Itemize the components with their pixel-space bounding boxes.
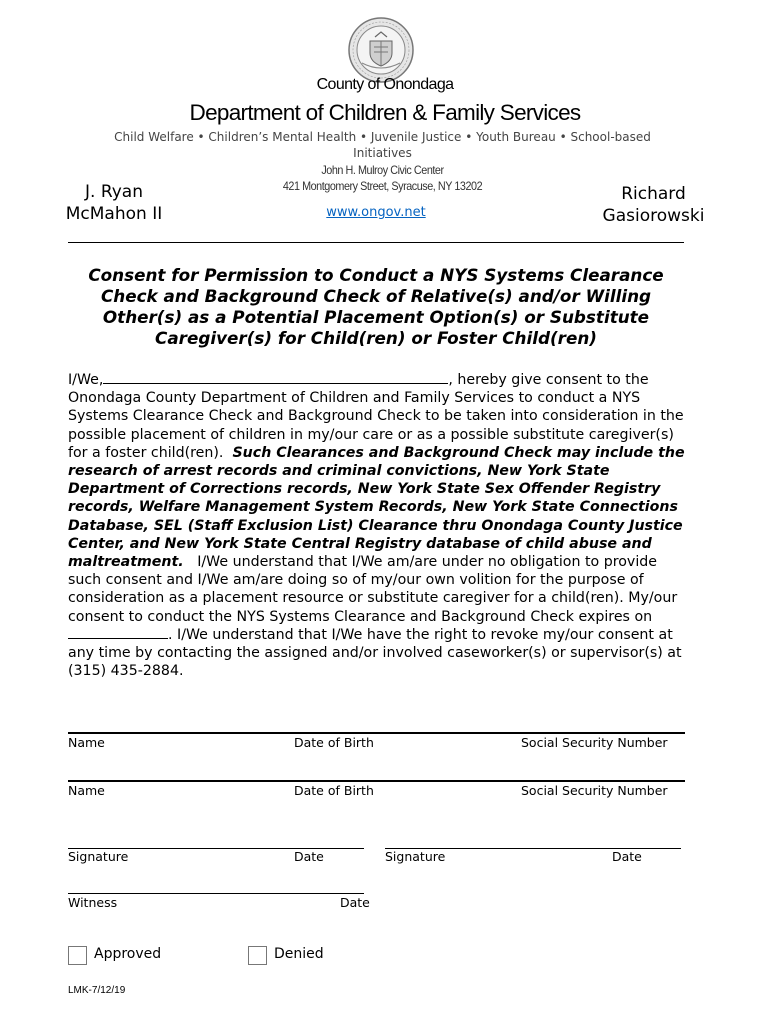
para-3: . I/We understand that I/We have the right to revoke my/our consent at any time by contacting the assigned and/or involved caseworker(s) or supervisor(s) at (315) 435-2884. (68, 626, 682, 680)
name-line-1[interactable] (68, 732, 685, 734)
name-label-1: Name (68, 735, 105, 750)
dob-label-2: Date of Birth (294, 783, 374, 798)
header-divider (68, 242, 684, 243)
website (240, 205, 512, 220)
name-line-2[interactable] (68, 780, 685, 782)
witness-line[interactable] (68, 893, 364, 894)
commissioner-name: Richard Gasiorowski (602, 184, 705, 226)
para-2: I/We understand that I/We am/are under no obligation to provide such consent and I/We am/are doing so of my/our own volition for the purpose of consideration as a placement resource or substitute caregiver for a child(ren). My/our consent to conduct the NYS Systems Clearance and Background Check expires on (68, 554, 678, 625)
address-line-1: John H. Mulroy Civic Center (321, 163, 444, 177)
county-executive-name: J. Ryan McMahon II (65, 182, 163, 224)
approved-label: Approved (94, 946, 162, 962)
county-seal (348, 17, 414, 83)
ssn-label-2: Social Security Number (521, 783, 668, 798)
address-line-2: 421 Montgomery Street, Syracuse, NY 13202 (282, 179, 483, 193)
website-link[interactable]: www.ongov.net (326, 205, 426, 220)
county-name: County of Onondaga (316, 76, 454, 93)
denied-label: Denied (274, 946, 324, 962)
para-1: , hereby give consent to the Onondaga County Department of Children and Family Services to conduct a NYS Systems Clearance Check and Background Check to be taken into consideration in the possible placement of children in my/our care or as a possible substitute caregiver(s) for a foster child(ren). (68, 372, 684, 461)
dob-label-1: Date of Birth (294, 735, 374, 750)
name-label-2: Name (68, 783, 105, 798)
date-label-2: Date (612, 849, 642, 864)
consent-paragraph (68, 371, 688, 680)
form-title: Consent for Permission to Conduct a NYS Systems Clearance Check and Background Check of Relative(s) and/or Willing Other(s) as a Potential Placement Option(s) or Substitute Caregiver(s) for Child(ren) or Foster Child(ren) (88, 265, 664, 348)
date-label-1: Date (294, 849, 324, 864)
expiration-date-blank[interactable] (68, 626, 168, 639)
approved-checkbox[interactable] (68, 946, 87, 965)
para-start: I/We, (68, 372, 104, 388)
para-bold: Such Clearances and Background Check may include the research of arrest records and criminal convictions, New York State Department of Corrections records, New York State Sex Offender Registry records, Welfare Management System Records, New York State Connections Database, SEL (Staff Exclusion List) Clearance thru Onondaga County Justice Center, and New York State Central Registry database of child abuse and maltreatment. (68, 444, 685, 571)
ssn-label-1: Social Security Number (521, 735, 668, 750)
department-name: Department of Children & Family Services (189, 100, 581, 125)
signature-label-1: Signature (68, 849, 129, 864)
witness-date-label: Date (340, 895, 370, 910)
denied-checkbox[interactable] (248, 946, 267, 965)
signature-label-2: Signature (385, 849, 446, 864)
services-line: Child Welfare • Children’s Mental Health • Juvenile Justice • Youth Bureau • School-based Initiatives (114, 130, 651, 160)
form-code: LMK-7/12/19 (68, 985, 126, 996)
witness-label: Witness (68, 895, 118, 910)
consenter-name-blank[interactable] (103, 371, 448, 384)
